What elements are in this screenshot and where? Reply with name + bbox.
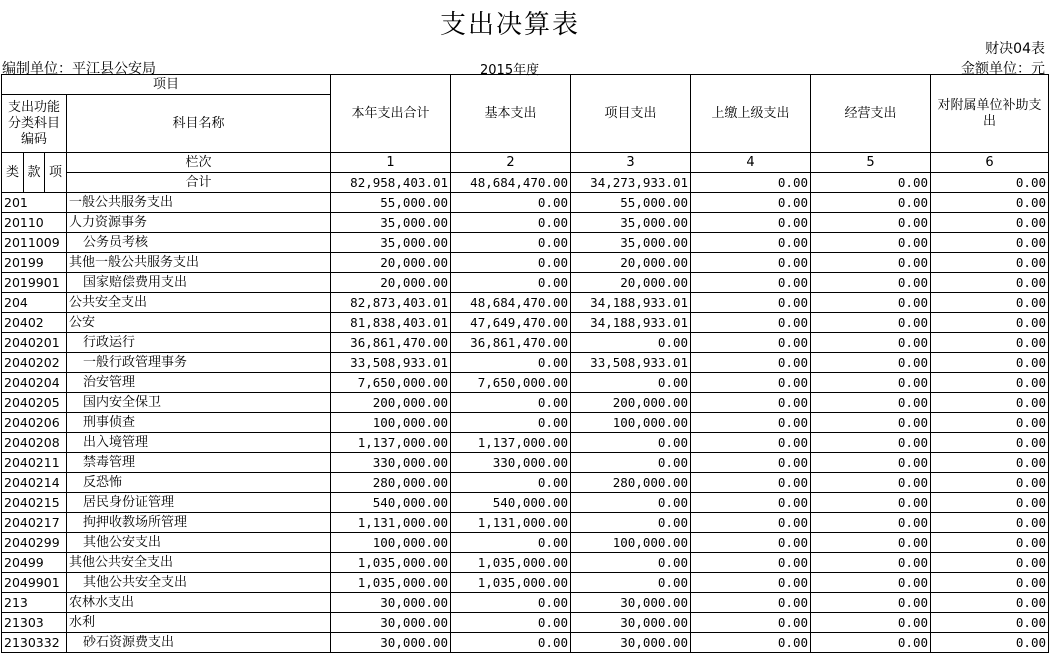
header-kuan: 款 xyxy=(24,153,45,193)
amount-cell: 0.00 xyxy=(571,373,691,393)
subject-name: 反恐怖 xyxy=(67,473,331,493)
amount-cell: 0.00 xyxy=(691,353,811,373)
amount-cell: 0.00 xyxy=(811,373,931,393)
amount-cell: 34,188,933.01 xyxy=(571,313,691,333)
func-code: 2019901 xyxy=(2,273,67,293)
amount-cell: 0.00 xyxy=(691,473,811,493)
amount-cell: 540,000.00 xyxy=(451,493,571,513)
total-value: 0.00 xyxy=(931,173,1049,193)
table-row xyxy=(2,593,1049,613)
amount-cell: 0.00 xyxy=(691,573,811,593)
amount-cell: 0.00 xyxy=(811,313,931,333)
amount-cell: 20,000.00 xyxy=(331,253,451,273)
func-code: 2040214 xyxy=(2,473,67,493)
header-lei: 类 xyxy=(2,153,24,193)
amount-cell: 1,137,000.00 xyxy=(451,433,571,453)
amount-cell: 0.00 xyxy=(571,513,691,533)
amount-cell: 0.00 xyxy=(811,433,931,453)
amount-cell: 0.00 xyxy=(811,213,931,233)
header-func-code: 支出功能分类科目编码 xyxy=(2,95,67,153)
amount-cell: 0.00 xyxy=(451,473,571,493)
amount-cell: 81,838,403.01 xyxy=(331,313,451,333)
amount-cell: 0.00 xyxy=(691,433,811,453)
report-year: 2015年度 xyxy=(480,63,540,78)
table-row xyxy=(2,533,1049,553)
amount-cell: 20,000.00 xyxy=(571,273,691,293)
form-id: 财决04表 xyxy=(985,41,1045,57)
amount-cell: 48,684,470.00 xyxy=(451,293,571,313)
func-code: 2040201 xyxy=(2,333,67,353)
amount-cell: 36,861,470.00 xyxy=(451,333,571,353)
func-code: 213 xyxy=(2,593,67,613)
amount-cell: 82,873,403.01 xyxy=(331,293,451,313)
amount-cell: 0.00 xyxy=(451,233,571,253)
amount-cell: 0.00 xyxy=(931,233,1049,253)
func-code: 2049901 xyxy=(2,573,67,593)
table-row xyxy=(2,273,1049,293)
total-value: 34,273,933.01 xyxy=(571,173,691,193)
amount-cell: 0.00 xyxy=(811,533,931,553)
table-row xyxy=(2,213,1049,233)
header-subject-name: 科目名称 xyxy=(67,95,331,153)
subject-name: 出入境管理 xyxy=(67,433,331,453)
subject-name: 一般公共服务支出 xyxy=(67,193,331,213)
amount-cell: 0.00 xyxy=(811,393,931,413)
subject-name: 公务员考核 xyxy=(67,233,331,253)
header-xiang: 项 xyxy=(45,153,67,193)
total-row xyxy=(2,173,1049,193)
func-code: 20199 xyxy=(2,253,67,273)
amount-cell: 0.00 xyxy=(691,413,811,433)
org-unit: 编制单位：平江县公安局 xyxy=(2,61,156,77)
table-row xyxy=(2,313,1049,333)
func-code: 2040206 xyxy=(2,413,67,433)
amount-cell: 55,000.00 xyxy=(571,193,691,213)
amount-cell: 0.00 xyxy=(691,493,811,513)
func-code: 2040299 xyxy=(2,533,67,553)
subject-name: 拘押收教场所管理 xyxy=(67,513,331,533)
amount-cell: 0.00 xyxy=(451,533,571,553)
subject-name: 人力资源事务 xyxy=(67,213,331,233)
amount-cell: 0.00 xyxy=(811,273,931,293)
table-row xyxy=(2,473,1049,493)
subject-name: 公共安全支出 xyxy=(67,293,331,313)
amount-cell: 0.00 xyxy=(451,413,571,433)
amount-cell: 0.00 xyxy=(691,593,811,613)
func-code: 20499 xyxy=(2,553,67,573)
total-label: 合计 xyxy=(67,173,331,193)
amount-cell: 35,000.00 xyxy=(331,213,451,233)
amount-cell: 0.00 xyxy=(691,293,811,313)
amount-cell: 0.00 xyxy=(931,633,1049,653)
amount-cell: 0.00 xyxy=(931,273,1049,293)
amount-cell: 35,000.00 xyxy=(331,233,451,253)
amount-cell: 0.00 xyxy=(931,453,1049,473)
total-value: 82,958,403.01 xyxy=(331,173,451,193)
amount-cell: 0.00 xyxy=(931,293,1049,313)
amount-cell: 33,508,933.01 xyxy=(571,353,691,373)
amount-cell: 34,188,933.01 xyxy=(571,293,691,313)
amount-cell: 7,650,000.00 xyxy=(451,373,571,393)
amount-cell: 0.00 xyxy=(811,413,931,433)
subject-name: 国内安全保卫 xyxy=(67,393,331,413)
subject-name: 农林水支出 xyxy=(67,593,331,613)
amount-cell: 0.00 xyxy=(691,233,811,253)
amount-cell: 33,508,933.01 xyxy=(331,353,451,373)
amount-cell: 0.00 xyxy=(931,193,1049,213)
amount-cell: 36,861,470.00 xyxy=(331,333,451,353)
amount-cell: 330,000.00 xyxy=(451,453,571,473)
amount-cell: 0.00 xyxy=(931,313,1049,333)
func-code: 2040211 xyxy=(2,453,67,473)
table-row xyxy=(2,333,1049,353)
amount-cell: 0.00 xyxy=(811,553,931,573)
amount-cell: 35,000.00 xyxy=(571,213,691,233)
amount-cell: 1,035,000.00 xyxy=(331,553,451,573)
header-col-2: 基本支出 xyxy=(451,75,571,153)
total-value: 48,684,470.00 xyxy=(451,173,571,193)
func-code: 2040204 xyxy=(2,373,67,393)
report-title: 支出决算表 xyxy=(439,10,580,40)
amount-cell: 0.00 xyxy=(931,533,1049,553)
table-row xyxy=(2,373,1049,393)
subject-name: 砂石资源费支出 xyxy=(67,633,331,653)
amount-cell: 0.00 xyxy=(931,493,1049,513)
table-row xyxy=(2,253,1049,273)
amount-cell: 0.00 xyxy=(571,493,691,513)
subject-name: 水利 xyxy=(67,613,331,633)
amount-cell: 0.00 xyxy=(451,633,571,653)
amount-cell: 30,000.00 xyxy=(571,633,691,653)
amount-cell: 20,000.00 xyxy=(331,273,451,293)
amount-cell: 0.00 xyxy=(811,473,931,493)
amount-cell: 100,000.00 xyxy=(331,533,451,553)
column-index-label: 栏次 xyxy=(67,153,331,173)
amount-cell: 0.00 xyxy=(931,513,1049,533)
amount-cell: 330,000.00 xyxy=(331,453,451,473)
amount-cell: 35,000.00 xyxy=(571,233,691,253)
amount-cell: 0.00 xyxy=(811,593,931,613)
amount-cell: 0.00 xyxy=(451,393,571,413)
total-value: 0.00 xyxy=(691,173,811,193)
col-num-6: 6 xyxy=(931,153,1049,173)
header-col-1: 本年支出合计 xyxy=(331,75,451,153)
amount-cell: 0.00 xyxy=(811,633,931,653)
amount-cell: 30,000.00 xyxy=(331,593,451,613)
amount-cell: 0.00 xyxy=(691,213,811,233)
subject-name: 其他公共安全支出 xyxy=(67,573,331,593)
amount-cell: 0.00 xyxy=(691,273,811,293)
subject-name: 其他一般公共服务支出 xyxy=(67,253,331,273)
amount-cell: 0.00 xyxy=(931,613,1049,633)
amount-cell: 0.00 xyxy=(451,613,571,633)
amount-cell: 0.00 xyxy=(571,433,691,453)
func-code: 2040217 xyxy=(2,513,67,533)
table-row xyxy=(2,353,1049,373)
table-row xyxy=(2,453,1049,473)
col-num-4: 4 xyxy=(691,153,811,173)
table-row xyxy=(2,433,1049,453)
func-code: 2040205 xyxy=(2,393,67,413)
amount-cell: 0.00 xyxy=(811,333,931,353)
table-row xyxy=(2,233,1049,253)
amount-cell: 0.00 xyxy=(691,633,811,653)
func-code: 2040202 xyxy=(2,353,67,373)
total-value: 0.00 xyxy=(811,173,931,193)
amount-cell: 540,000.00 xyxy=(331,493,451,513)
subject-name: 其他公安支出 xyxy=(67,533,331,553)
table-row xyxy=(2,413,1049,433)
amount-cell: 30,000.00 xyxy=(571,613,691,633)
col-num-2: 2 xyxy=(451,153,571,173)
header-project: 项目 xyxy=(2,75,331,95)
table-row xyxy=(2,613,1049,633)
amount-cell: 0.00 xyxy=(691,513,811,533)
amount-cell: 0.00 xyxy=(931,333,1049,353)
amount-cell: 0.00 xyxy=(451,213,571,233)
amount-cell: 0.00 xyxy=(691,453,811,473)
amount-cell: 0.00 xyxy=(931,353,1049,373)
amount-cell: 47,649,470.00 xyxy=(451,313,571,333)
amount-cell: 0.00 xyxy=(811,573,931,593)
subject-name: 其他公共安全支出 xyxy=(67,553,331,573)
func-code: 2040215 xyxy=(2,493,67,513)
amount-cell: 280,000.00 xyxy=(331,473,451,493)
subject-name: 刑事侦查 xyxy=(67,413,331,433)
subject-name: 禁毒管理 xyxy=(67,453,331,473)
amount-cell: 0.00 xyxy=(451,273,571,293)
amount-cell: 0.00 xyxy=(811,353,931,373)
func-code: 204 xyxy=(2,293,67,313)
amount-cell: 0.00 xyxy=(691,553,811,573)
header-col-6: 对附属单位补助支出 xyxy=(931,75,1049,153)
amount-cell: 1,035,000.00 xyxy=(331,573,451,593)
amount-cell: 0.00 xyxy=(451,193,571,213)
amount-cell: 0.00 xyxy=(691,333,811,353)
amount-cell: 0.00 xyxy=(931,213,1049,233)
col-num-1: 1 xyxy=(331,153,451,173)
amount-cell: 200,000.00 xyxy=(331,393,451,413)
amount-cell: 7,650,000.00 xyxy=(331,373,451,393)
header-col-5: 经营支出 xyxy=(811,75,931,153)
amount-cell: 0.00 xyxy=(691,313,811,333)
subject-name: 行政运行 xyxy=(67,333,331,353)
amount-cell: 0.00 xyxy=(811,493,931,513)
amount-cell: 30,000.00 xyxy=(331,613,451,633)
table-row xyxy=(2,293,1049,313)
amount-cell: 20,000.00 xyxy=(571,253,691,273)
amount-cell: 0.00 xyxy=(571,573,691,593)
amount-cell: 55,000.00 xyxy=(331,193,451,213)
subject-name: 治安管理 xyxy=(67,373,331,393)
amount-cell: 0.00 xyxy=(811,513,931,533)
amount-cell: 100,000.00 xyxy=(571,533,691,553)
func-code: 2011009 xyxy=(2,233,67,253)
amount-cell: 0.00 xyxy=(451,353,571,373)
amount-cell: 0.00 xyxy=(931,553,1049,573)
subject-name: 国家赔偿费用支出 xyxy=(67,273,331,293)
amount-cell: 0.00 xyxy=(931,593,1049,613)
amount-cell: 0.00 xyxy=(931,253,1049,273)
expenditure-table xyxy=(1,74,1049,653)
amount-cell: 0.00 xyxy=(691,373,811,393)
amount-cell: 0.00 xyxy=(931,373,1049,393)
amount-cell: 0.00 xyxy=(931,413,1049,433)
col-num-3: 3 xyxy=(571,153,691,173)
amount-cell: 1,131,000.00 xyxy=(451,513,571,533)
table-row xyxy=(2,193,1049,213)
amount-cell: 30,000.00 xyxy=(571,593,691,613)
func-code: 20402 xyxy=(2,313,67,333)
amount-cell: 0.00 xyxy=(691,253,811,273)
subject-name: 公安 xyxy=(67,313,331,333)
header-col-4: 上缴上级支出 xyxy=(691,75,811,153)
amount-cell: 1,035,000.00 xyxy=(451,573,571,593)
amount-cell: 1,131,000.00 xyxy=(331,513,451,533)
amount-cell: 0.00 xyxy=(811,293,931,313)
amount-cell: 0.00 xyxy=(691,533,811,553)
amount-cell: 0.00 xyxy=(931,473,1049,493)
amount-cell: 30,000.00 xyxy=(331,633,451,653)
amount-cell: 100,000.00 xyxy=(331,413,451,433)
func-code: 2040208 xyxy=(2,433,67,453)
table-row xyxy=(2,573,1049,593)
amount-cell: 0.00 xyxy=(571,333,691,353)
header-col-3: 项目支出 xyxy=(571,75,691,153)
amount-cell: 0.00 xyxy=(811,193,931,213)
amount-cell: 1,137,000.00 xyxy=(331,433,451,453)
table-row xyxy=(2,553,1049,573)
amount-cell: 280,000.00 xyxy=(571,473,691,493)
amount-cell: 0.00 xyxy=(571,553,691,573)
col-num-5: 5 xyxy=(811,153,931,173)
amount-cell: 0.00 xyxy=(571,453,691,473)
amount-cell: 0.00 xyxy=(811,253,931,273)
amount-cell: 0.00 xyxy=(691,613,811,633)
table-row xyxy=(2,633,1049,653)
amount-cell: 0.00 xyxy=(931,393,1049,413)
money-unit: 金额单位：元 xyxy=(961,61,1045,77)
func-code: 21303 xyxy=(2,613,67,633)
amount-cell: 0.00 xyxy=(451,593,571,613)
amount-cell: 0.00 xyxy=(931,433,1049,453)
func-code: 20110 xyxy=(2,213,67,233)
func-code: 2130332 xyxy=(2,633,67,653)
amount-cell: 0.00 xyxy=(451,253,571,273)
amount-cell: 0.00 xyxy=(931,573,1049,593)
amount-cell: 0.00 xyxy=(811,613,931,633)
amount-cell: 0.00 xyxy=(691,193,811,213)
func-code: 201 xyxy=(2,193,67,213)
subject-name: 居民身份证管理 xyxy=(67,493,331,513)
amount-cell: 0.00 xyxy=(811,453,931,473)
amount-cell: 100,000.00 xyxy=(571,413,691,433)
table-row xyxy=(2,513,1049,533)
table-row xyxy=(2,393,1049,413)
table-row xyxy=(2,493,1049,513)
subject-name: 一般行政管理事务 xyxy=(67,353,331,373)
amount-cell: 1,035,000.00 xyxy=(451,553,571,573)
amount-cell: 0.00 xyxy=(811,233,931,253)
amount-cell: 200,000.00 xyxy=(571,393,691,413)
amount-cell: 0.00 xyxy=(691,393,811,413)
